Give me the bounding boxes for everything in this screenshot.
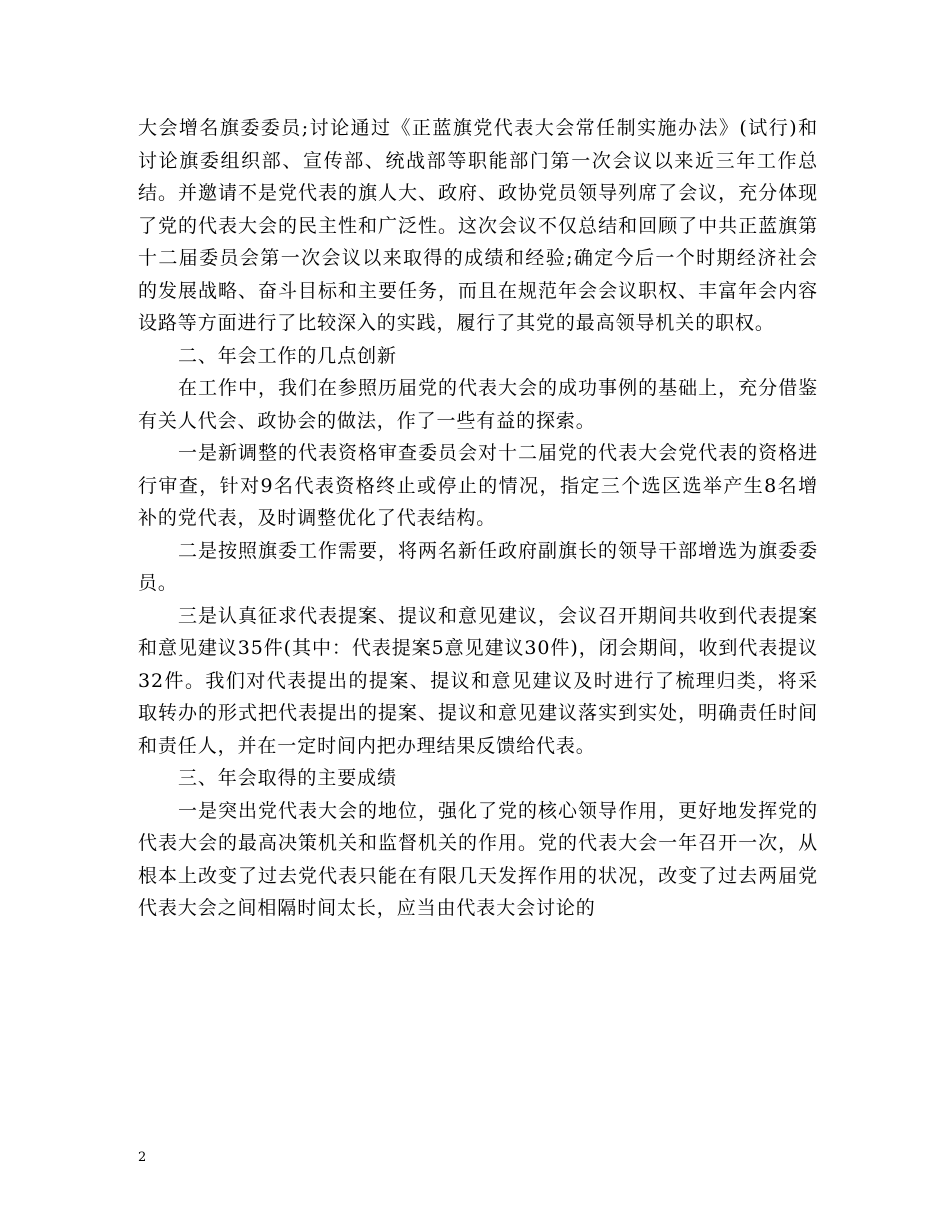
paragraph-5: 三是认真征求代表提案、提议和意见建议，会议召开期间共收到代表提案和意见建议35件(其中：代表提案5意见建议30件)，闭会期间，收到代表提议32件。我们对代表提出的提案、提议和意见建议及时进行了梳理归类，将采取转办的形式把代表提出的提案、提议和意见建议落实到实处，明确责任时间和责任人，并在一定时间内把办理结果反馈给代表。 [138,604,818,757]
paragraph-3: 一是新调整的代表资格审查委员会对十二届党的代表大会党代表的资格进行审查，针对9名代表资格终止或停止的情况，指定三个选区选举产生8名增补的党代表，及时调整优化了代表结构。 [138,442,818,529]
paragraph-4: 二是按照旗委工作需要，将两名新任政府副旗长的领导干部增选为旗委委员。 [138,539,818,594]
section-heading-innovations: 二、年会工作的几点创新 [178,344,397,367]
page-number: 2 [138,1150,147,1165]
section-heading-achievements: 三、年会取得的主要成绩 [178,767,397,789]
paragraph-1: 大会增名旗委委员;讨论通过《正蓝旗党代表大会常任制实施办法》(试行)和讨论旗委组织部、宣传部、统战部等职能部门第一次会议以来近三年工作总结。并邀请不是党代表的旗人大、政府、政协党员领导列席了会议，充分体现了党的代表大会的民主性和广泛性。这次会议不仅总结和回顾了中共正蓝旗第十二届委员会第一次会议以来取得的成绩和经验;确定今后一个时期经济社会的发展战略、奋斗目标和主要任务，而且在规范年会会议职权、丰富年会内容设路等方面进行了比较深入的实践，履行了其党的最高领导机关的职权。 [138,117,818,334]
document-body [138,112,818,925]
paragraph-6: 一是突出党代表大会的地位，强化了党的核心领导作用，更好地发挥党的代表大会的最高决策机关和监督机关的作用。党的代表大会一年召开一次，从根本上改变了过去党代表只能在有限几天发挥作用的状况，改变了过去两届党代表大会之间相隔时间太长，应当由代表大会讨论的 [138,799,818,919]
paragraph-2: 在工作中，我们在参照历届党的代表大会的成功事例的基础上，充分借鉴有关人代会、政协会的做法，作了一些有益的探索。 [138,377,818,432]
